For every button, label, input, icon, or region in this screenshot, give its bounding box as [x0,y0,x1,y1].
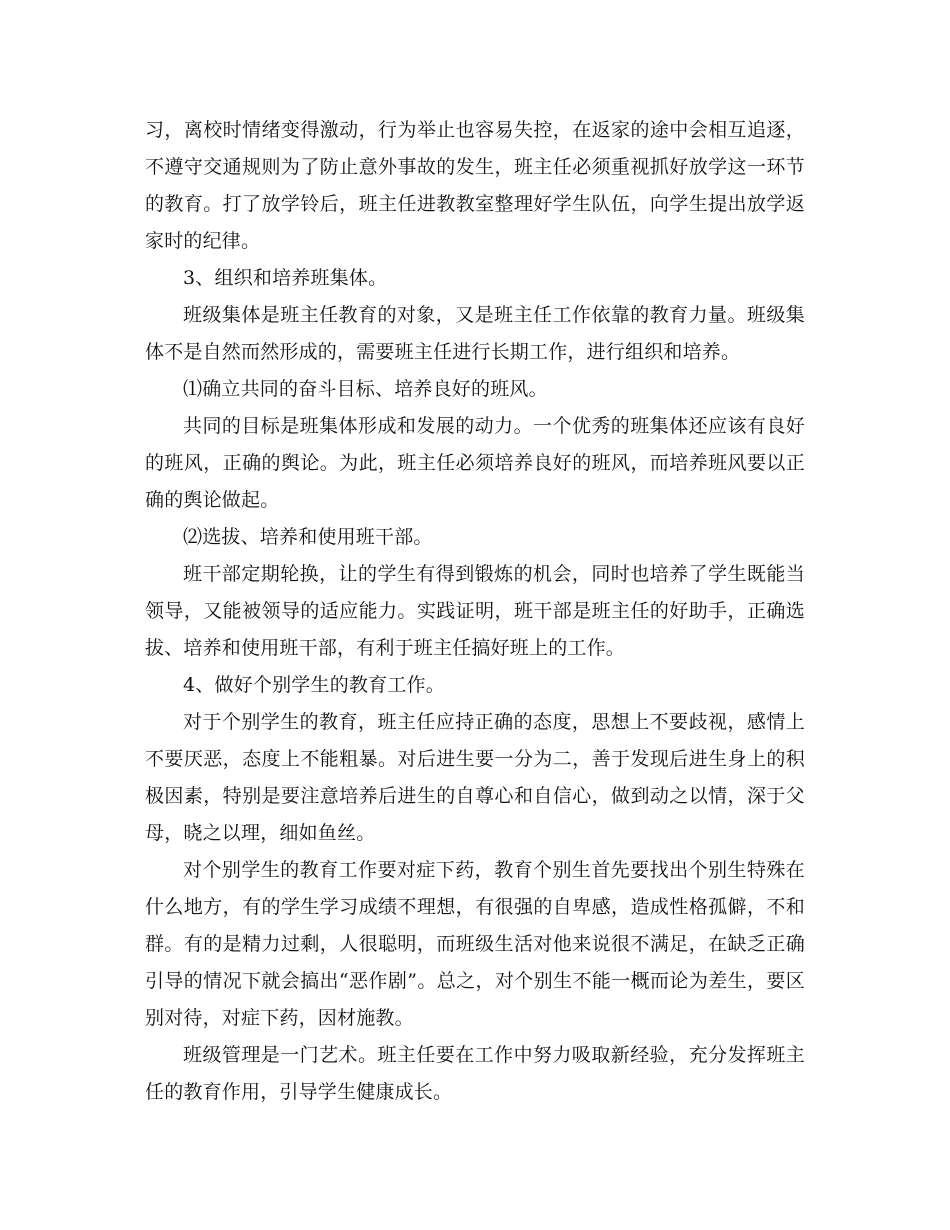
paragraph-continued: 习，离校时情绪变得激动，行为举止也容易失控，在返家的途中会相互追逐，不遵守交通规则为了防止意外事故的发生，班主任必须重视抓好放学这一环节的教育。打了放学铃后，班主任进教教室整理好学生队伍，向学生提出放学返家时的纪律。 [145,119,805,252]
paragraph: 班干部定期轮换，让的学生有得到锻炼的机会，同时也培养了学生既能当领导，又能被领导的适应能力。实践证明，班干部是班主任的好助手，正确选拔、培养和使用班干部，有利于班主任搞好班上的工作。 [145,563,805,659]
section-heading-3: 3、组织和培养班集体。 [183,267,388,289]
document-body [145,112,805,1111]
subsection-heading-1: ⑴确立共同的奋斗目标、培养良好的班风。 [183,378,548,400]
paragraph: 班级集体是班主任教育的对象，又是班主任工作依靠的教育力量。班级集体不是自然而然形成的，需要班主任进行长期工作，进行组织和培养。 [145,304,805,363]
paragraph-conclusion: 班级管理是一门艺术。班主任要在工作中努力吸取新经验，充分发挥班主任的教育作用，引导学生健康成长。 [145,1044,805,1103]
paragraph: 共同的目标是班集体形成和发展的动力。一个优秀的班集体还应该有良好的班风，正确的舆论。为此，班主任必须培养良好的班风，而培养班风要以正确的舆论做起。 [145,415,805,511]
subsection-heading-2: ⑵选拔、培养和使用班干部。 [183,526,433,548]
section-heading-4: 4、做好个别学生的教育工作。 [183,674,445,696]
paragraph: 对于个别学生的教育，班主任应持正确的态度，思想上不要歧视，感情上不要厌恶，态度上不能粗暴。对后进生要一分为二，善于发现后进生身上的积极因素，特别是要注意培养后进生的自尊心和自信心，做到动之以情，深于父母，晓之以理，细如鱼丝。 [145,711,805,844]
paragraph: 对个别学生的教育工作要对症下药，教育个别生首先要找出个别生特殊在什么地方，有的学生学习成绩不理想，有很强的自卑感，造成性格孤僻，不和群。有的是精力过剩，人很聪明，而班级生活对他来说很不满足，在缺乏正确引导的情况下就会搞出“恶作剧”。总之，对个别生不能一概而论为差生，要区别对待，对症下药，因材施教。 [145,859,805,1029]
